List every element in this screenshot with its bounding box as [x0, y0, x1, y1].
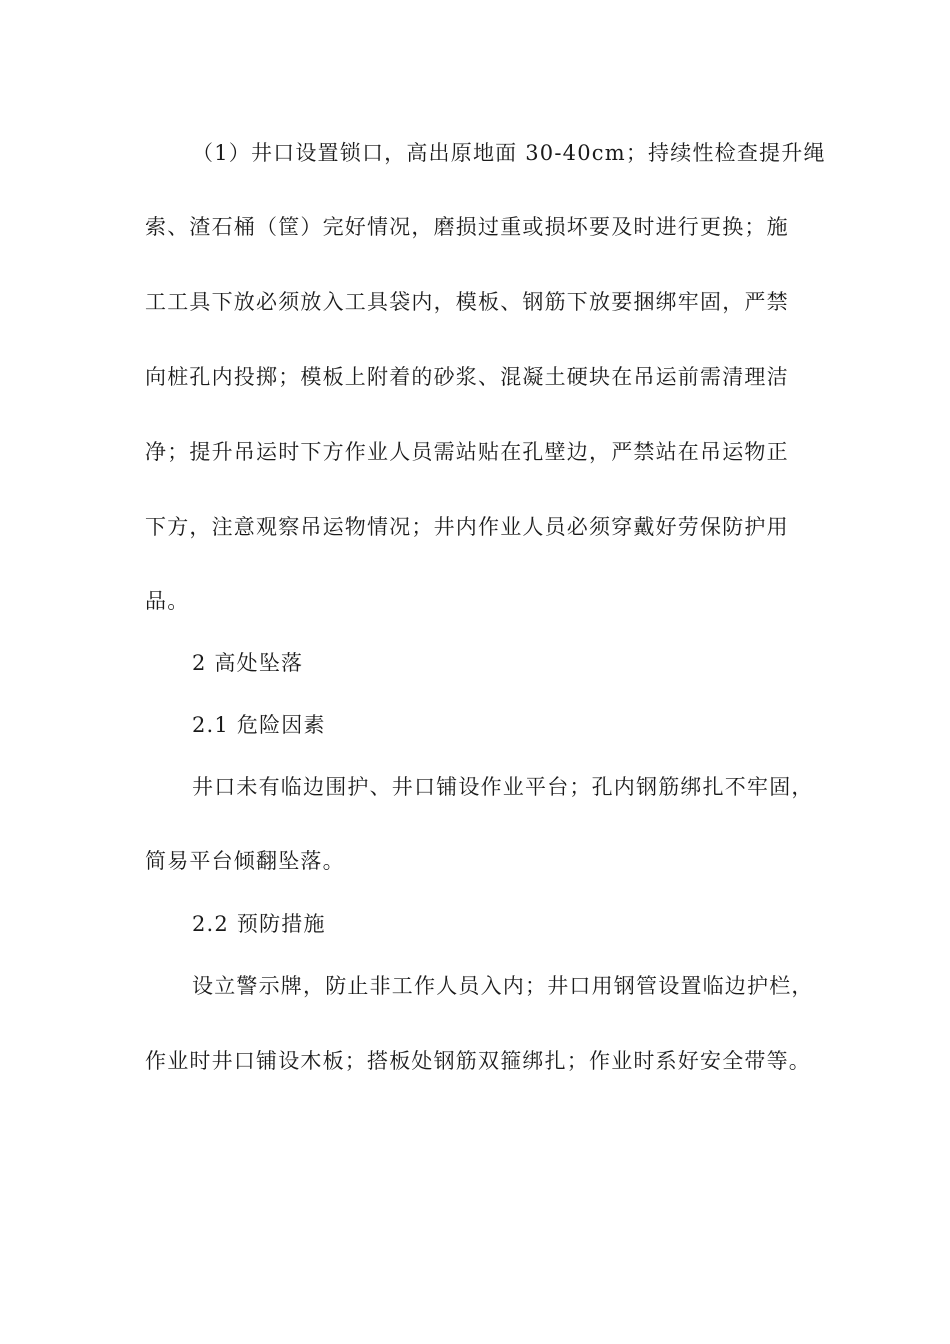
risk-paragraph-line: 井口未有临边围护、井口铺设作业平台；孔内钢筋绑扎不牢固，: [192, 775, 814, 799]
paragraph-item-1-line: 索、渣石桶（筐）完好情况，磨损过重或损坏要及时进行更换；施: [145, 215, 789, 239]
section-heading: 2 高处坠落: [192, 651, 304, 675]
paragraph-item-1-line: 工工具下放必须放入工具袋内，模板、钢筋下放要捆绑牢固，严禁: [145, 290, 789, 314]
paragraph-item-1-line: 品。: [145, 589, 190, 613]
paragraph-item-1-line: 下方，注意观察吊运物情况；井内作业人员必须穿戴好劳保防护用: [145, 515, 789, 539]
subsection-heading: 2.1 危险因素: [192, 713, 326, 737]
measure-paragraph-line: 作业时井口铺设木板；搭板处钢筋双箍绑扎；作业时系好安全带等。: [145, 1049, 811, 1073]
measure-paragraph-line: 设立警示牌，防止非工作人员入内；井口用钢管设置临边护栏，: [192, 974, 814, 998]
paragraph-item-1-line: 向桩孔内投掷；模板上附着的砂浆、混凝土硬块在吊运前需清理洁: [145, 365, 789, 389]
risk-paragraph-line: 简易平台倾翻坠落。: [145, 849, 345, 873]
subsection-heading: 2.2 预防措施: [192, 912, 326, 936]
paragraph-item-1-line: 净；提升吊运时下方作业人员需站贴在孔壁边，严禁站在吊运物正: [145, 440, 789, 464]
paragraph-item-1-line: （1）井口设置锁口，高出原地面 30-40cm；持续性检查提升绳: [192, 141, 826, 165]
